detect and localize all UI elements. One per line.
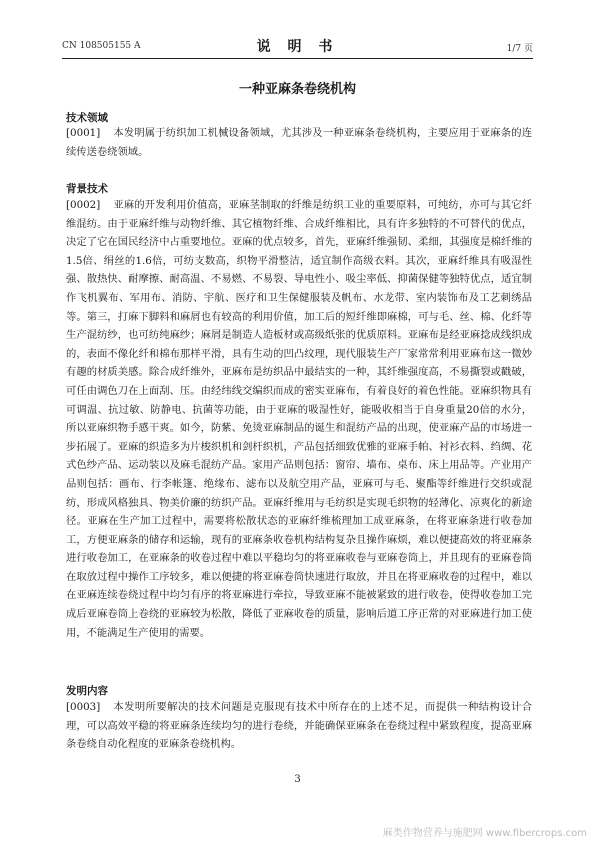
paragraph-number: [0001]: [66, 127, 101, 139]
paragraph-text: 亚麻的开发利用价值高，亚麻茎制取的纤维是纺织工业的重要原料，可纯纺，亦可与其它纤维混纺。由于亚麻纤维与动物纤维、其它植物纤维、合成纤维相比，具有许多独特的不可替代的优点，决定了它在国民经济中占重要地位。亚麻的优点较多，首先，亚麻纤维强韧、柔细，其强度是棉纤维的1.5倍、绢丝的1.6倍，可纺支数高，织物平滑整洁，适宜制作高级衣料。其次，亚麻纤维具有吸湿性强、散热快、耐摩擦、耐高温、不易燃、不易裂、导电性小、吸尘率低、抑菌保健等独特优点，适宜制作飞机翼布、军用布、消防、宇航、医疗和卫生保健服装及帆布、水龙带、室内装饰布及工艺刺绣品等。第三，打麻下脚料和麻屑也有较高的利用价值，加工后的短纤维即麻棉，可与毛、丝、棉、化纤等生产混纺纱，也可纺纯麻纱；麻屑是制造人造板材或高级纸张的优质原料。亚麻布是经亚麻捻成线织成的，表面不像化纤和棉布那样平滑，具有生动的凹凸纹理，现代服装生产厂家常常利用亚麻布这一微妙有趣的材质美感。除合成纤维外，亚麻布是纺织品中最结实的一种，其纤维强度高，不易撕裂或戳破，可任由调色刀在上面刮、压。由经纬线交编织而成的密实亚麻布，有着良好的着色性能。亚麻织物具有可调温、抗过敏、防静电、抗菌等功能，由于亚麻的吸湿性好，能吸收相当于自身重量20倍的水分，所以亚麻织物手感干爽。如今，防紫、免烫亚麻制品的诞生和混纺产品的出现，使亚麻产品的市场进一步拓展了。亚麻的织造多为片梭织机和剑杆织机，产品包括细致优雅的亚麻手帕、衬衫衣料、绉绸、花式色纱产品、运动装以及麻毛混纺产品。家用产品则包括：窗帘、墙布、桌布、床上用品等。产业用产品则包括：画布、行李帐篷、绝缘布、滤布以及航空用产品，亚麻可与毛、聚酯等纤维进行交织或混纺，形成风格独具、物美价廉的纺织产品。亚麻纤维用与毛纺织是实现毛织物的轻薄化、凉爽化的新途径。亚麻在生产加工过程中，需要将松散状态的亚麻纤维梳理加工成亚麻条，在将亚麻条进行收卷加工，方便亚麻条的储存和运输，现有的亚麻条收卷机构结构复杂且操作麻烦，难以便捷高效的将亚麻条进行收卷加工，在亚麻条的收卷过程中难以平稳均匀的将亚麻收卷与亚麻卷筒上，并且现有的亚麻卷筒在取放过程中操作工序较多，难以便捷的将亚麻卷筒快速进行取放，并且在将亚麻收卷的过程中，难以在亚麻连续卷绕过程中均匀有序的将亚麻进行牵拉，导致亚麻不能被紧致的进行收卷，使得收卷加工完成后亚麻卷筒上卷绕的亚麻较为松散，降低了亚麻收卷的质量，影响后道工序正常的对亚麻进行加工使用，不能满足生产使用的需要。: [66, 199, 532, 639]
document-type: 说 明 书: [256, 39, 339, 55]
patent-number: CN 108505155 A: [62, 41, 141, 51]
watermark: 麻类作物营养与施肥网 www.fibercrops.com: [382, 828, 587, 839]
paragraph-0003: [66, 698, 532, 754]
paragraph-text: 本发明属于纺织加工机械设备领域，尤其涉及一种亚麻条卷绕机构，主要应用于亚麻条的连续传送卷绕领域。: [66, 127, 532, 158]
document-title: 一种亚麻条卷绕机构: [238, 82, 356, 97]
paragraph-0001: [66, 124, 532, 161]
section-heading-summary: 发明内容: [66, 685, 108, 697]
section-heading-background: 背景技术: [66, 183, 108, 195]
page-number: 3: [294, 774, 301, 785]
page-header: [62, 36, 533, 59]
page-indicator: 1/7 页: [506, 44, 533, 54]
paragraph-number: [0002]: [66, 199, 101, 211]
paragraph-0002: [66, 196, 532, 642]
section-heading-technical-field: 技术领域: [66, 112, 108, 124]
paragraph-number: [0003]: [66, 701, 101, 713]
paragraph-text: 本发明所要解决的技术问题是克服现有技术中所存在的上述不足，而提供一种结构设计合理，可以高效平稳的将亚麻条连续均匀的进行卷绕，并能确保亚麻条在卷绕过程中紧致程度，提高亚麻条卷绕自动化程度的亚麻条卷绕机构。: [66, 701, 532, 751]
